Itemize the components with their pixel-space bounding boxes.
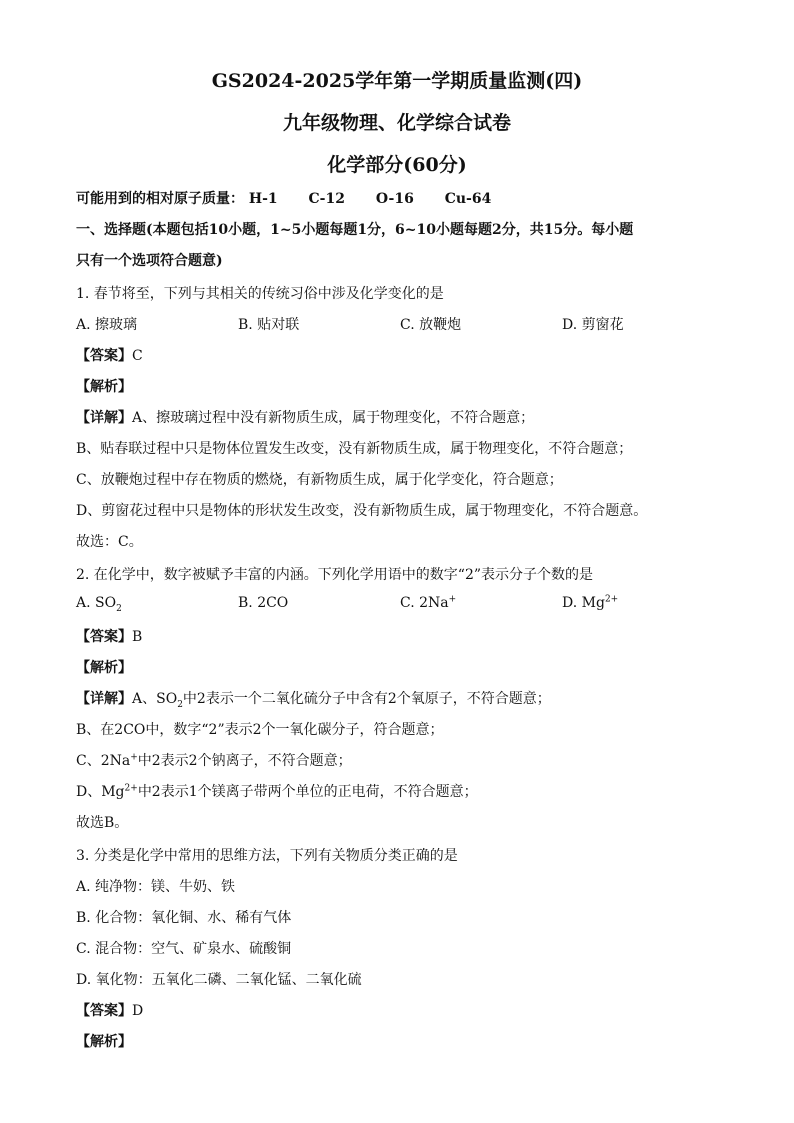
q2-option-a-sub: 2 [116, 603, 122, 614]
q1-detail-a [76, 407, 534, 427]
q3-option-a: A. 纯净物：镁、牛奶、铁 [76, 879, 236, 895]
q1-detail-d: D、剪窗花过程中只是物体的形状发生改变，没有新物质生成，属于物理变化，不符合题意。 [76, 503, 648, 519]
q1-detail-c: C、放鞭炮过程中存在物质的燃烧，有新物质生成，属于化学变化，符合题意； [76, 472, 563, 488]
q2-option-a-text: A. SO [76, 595, 117, 611]
q1-option-b: B. 贴对联 [238, 317, 300, 333]
atomic-mass-c: C-12 [308, 191, 345, 207]
q2-detail-d-part2: 中2表示1个镁离子带两个单位的正电荷，不符合题意； [137, 784, 478, 800]
q3-analysis-label: 【解析】 [76, 1034, 132, 1050]
q2-option-c [400, 595, 456, 611]
q2-detail-a [76, 688, 551, 708]
q2-detail-a-part1: A、SO [132, 691, 178, 707]
atomic-mass-line [76, 188, 491, 208]
q1-detail-a-text: A、擦玻璃过程中没有新物质生成，属于物理变化，不符合题意； [132, 410, 535, 426]
q2-answer [76, 626, 142, 646]
atomic-mass-cu: Cu-64 [444, 191, 492, 207]
section1-heading-line2: 只有一个选项符合题意) [76, 253, 223, 269]
q1-conclusion: 故选：C。 [76, 534, 143, 550]
q2-option-d-text: D. Mg [562, 595, 605, 611]
q3-option-b: B. 化合物：氧化铜、水、稀有气体 [76, 910, 292, 926]
q1-analysis-label: 【解析】 [76, 379, 132, 395]
q1-stem: 1. 春节将至，下列与其相关的传统习俗中涉及化学变化的是 [76, 286, 444, 302]
q1-option-a: A. 擦玻璃 [76, 317, 138, 333]
q2-detail-a-part2: 中2表示一个二氧化硫分子中含有2个氧原子，不符合题意； [182, 691, 551, 707]
detail-label: 【详解】 [76, 691, 132, 707]
q2-detail-b: B、在2CO中，数字“2”表示2个一氧化碳分子，符合题意； [76, 722, 444, 738]
q2-option-d [562, 595, 618, 611]
q2-option-a [76, 595, 122, 614]
section1-heading-line1: 一、选择题(本题包括10小题，1~5小题每题1分，6~10小题每题2分，共15分。每小题 [76, 222, 634, 238]
atomic-mass-label: 可能用到的相对原子质量： [76, 191, 244, 207]
answer-label: 【答案】 [76, 348, 132, 364]
answer-label: 【答案】 [76, 629, 132, 645]
detail-label: 【详解】 [76, 410, 132, 426]
q2-detail-c-part1: C、2Na [76, 753, 131, 769]
q2-option-b: B. 2CO [238, 595, 289, 611]
q3-stem: 3. 分类是化学中常用的思维方法，下列有关物质分类正确的是 [76, 848, 458, 864]
q2-analysis-label: 【解析】 [76, 660, 132, 676]
q3-option-d: D. 氧化物：五氧化二磷、二氧化锰、二氧化硫 [76, 972, 362, 988]
q2-detail-d-part1: D、Mg [76, 784, 125, 800]
atomic-mass-o: O-16 [375, 191, 414, 207]
q1-detail-b: B、贴春联过程中只是物体位置发生改变，没有新物质生成，属于物理变化，不符合题意； [76, 441, 633, 457]
q2-detail-c [76, 750, 352, 770]
q3-answer-value: D [132, 1003, 144, 1019]
exam-title: GS2024-2025学年第一学期质量监测(四) [211, 70, 583, 92]
q1-option-d: D. 剪窗花 [562, 317, 624, 333]
q1-answer [76, 345, 143, 365]
q2-detail-a-sub: 2 [177, 699, 183, 710]
q2-conclusion: 故选B。 [76, 815, 129, 831]
q2-detail-c-part2: 中2表示2个钠离子，不符合题意； [137, 753, 352, 769]
q1-answer-value: C [132, 348, 143, 364]
q2-stem: 2. 在化学中，数字被赋予丰富的内涵。下列化学用语中的数字“2”表示分子个数的是 [76, 567, 594, 583]
q2-answer-value: B [132, 629, 143, 645]
answer-label: 【答案】 [76, 1003, 132, 1019]
q2-detail-d [76, 781, 478, 801]
q2-option-c-sup: + [448, 594, 457, 605]
q2-detail-c-sup: + [130, 752, 138, 763]
section-title: 化学部分(60分) [327, 154, 467, 176]
exam-subtitle: 九年级物理、化学综合试卷 [282, 112, 511, 134]
atomic-mass-h: H-1 [248, 191, 278, 207]
q2-option-c-text: C. 2Na [400, 595, 449, 611]
q3-option-c: C. 混合物：空气、矿泉水、硫酸铜 [76, 941, 292, 957]
q1-option-c: C. 放鞭炮 [400, 317, 462, 333]
q2-option-d-sup: 2+ [604, 594, 619, 605]
q3-answer [76, 1000, 143, 1020]
q2-detail-d-sup: 2+ [124, 783, 138, 794]
